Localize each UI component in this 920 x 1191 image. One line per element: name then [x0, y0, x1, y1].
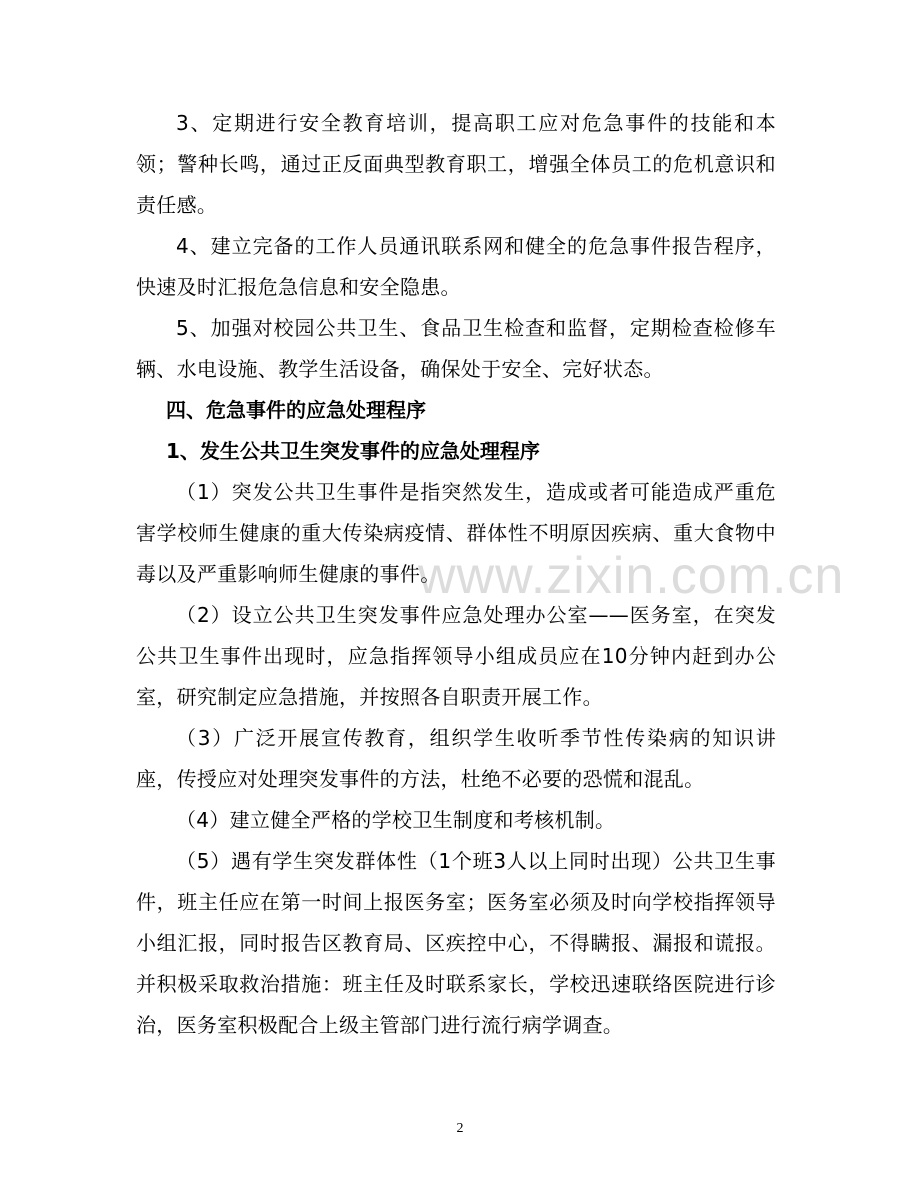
paragraph-item-5: 5、加强对校园公共卫生、食品卫生检查和监督，定期检查检修车辆、水电设施、教学生活设备，确保处于安全、完好状态。: [136, 316, 776, 381]
section-heading: 四、危急事件的应急处理程序: [166, 398, 426, 422]
page-number: 2: [456, 1121, 464, 1136]
list-item-4: （4）建立健全严格的学校卫生制度和考核机制。: [176, 808, 616, 832]
watermark: www.zixin.com.cn: [418, 547, 845, 605]
list-item-1: （1）突发公共卫生事件是指突然发生，造成或者可能造成严重危害学校师生健康的重大传染病疫情、群体性不明原因疾病、重大食物中毒以及严重影响师生健康的事件。: [136, 480, 776, 586]
paragraph-item-3: 3、定期进行安全教育培训，提高职工应对危急事件的技能和本领；警种长鸣，通过正反面典型教育职工，增强全体员工的危机意识和责任感。: [136, 111, 776, 217]
paragraph-item-4: 4、建立完备的工作人员通讯联系网和健全的危急事件报告程序，快速及时汇报危急信息和安全隐患。: [136, 234, 776, 299]
list-item-3: （3）广泛开展宣传教育，组织学生收听季节性传染病的知识讲座，传授应对处理突发事件的方法，杜绝不必要的恐慌和混乱。: [136, 726, 776, 791]
list-item-5: （5）遇有学生突发群体性（1个班3人以上同时出现）公共卫生事件，班主任应在第一时间上报医务室；医务室必须及时向学校指挥领导小组汇报，同时报告区教育局、区疾控中心，不得瞒报、漏报和谎报。并积极采取救治措施：班主任及时联系家长，学校迅速联络医院进行诊治，医务室积极配合上级主管部门进行流行病学调查。: [136, 849, 776, 1037]
sub-heading: 1、发生公共卫生突发事件的应急处理程序: [166, 439, 540, 463]
list-item-2: （2）设立公共卫生突发事件应急处理办公室——医务室，在突发公共卫生事件出现时，应急指挥领导小组成员应在10分钟内赶到办公室，研究制定应急措施，并按照各自职责开展工作。: [136, 603, 776, 709]
